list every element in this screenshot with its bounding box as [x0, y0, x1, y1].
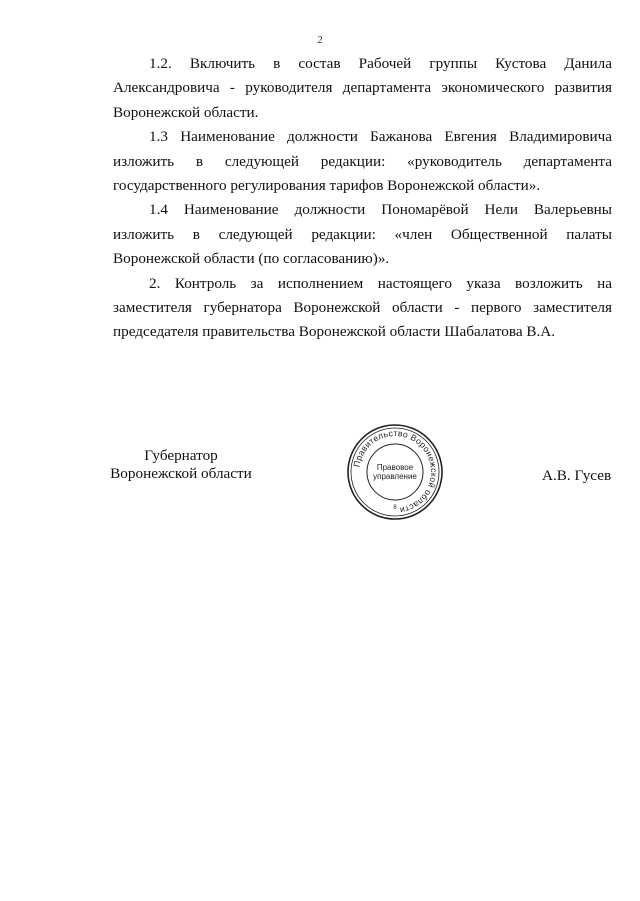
signatory-title-line1: Губернатор: [144, 447, 218, 464]
paragraph-1-2: 1.2. Включить в состав Рабочей группы Кустова Данила Александровича - руководителя департамента экономического развития Воронежской области.: [113, 55, 612, 121]
seal-graphic: [345, 422, 445, 522]
seal-center-line2: управление: [373, 472, 417, 481]
seal-ring-text: Правительство Воронежской области: [351, 427, 440, 516]
document-body: [113, 52, 612, 345]
signatory-name: А.В. Гусев: [542, 467, 612, 484]
paragraph-2: 2. Контроль за исполнением настоящего указа возложить на заместителя губернатора Воронежской области - первого заместителя председателя правительства Воронежской области Шабалатова В.А.: [113, 274, 612, 341]
official-seal: [345, 422, 445, 522]
seal-center-line1: Правовое: [376, 463, 414, 472]
seal-number: 8: [393, 505, 397, 511]
paragraph-1-3: 1.3 Наименование должности Бажанова Евгения Владимировича изложить в следующей редакции: «руководитель департамента государственного регулирования тарифов Воронежской области».: [113, 128, 612, 195]
paragraph-1-4: 1.4 Наименование должности Пономарёвой Нели Валерьевны изложить в следующей редакции: «член Общественной палаты Воронежской области (по согласованию)».: [113, 201, 612, 268]
page-number: 2: [317, 34, 323, 46]
signatory-title: [106, 447, 256, 483]
signatory-title-line2: Воронежской области: [110, 465, 252, 482]
